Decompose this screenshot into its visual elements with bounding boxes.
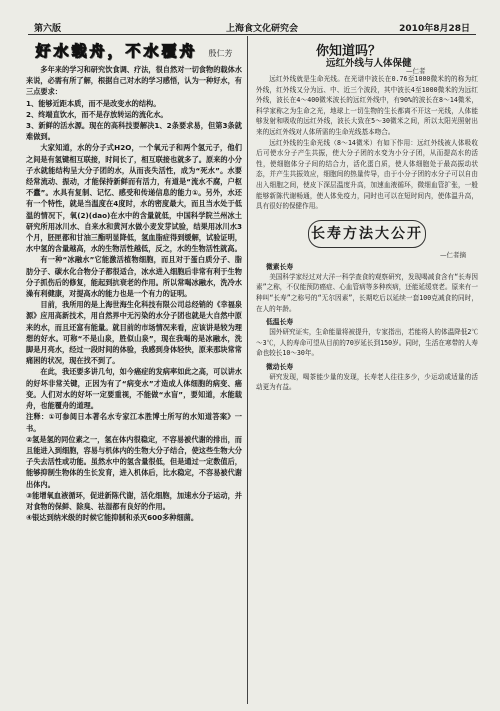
left-article-header bbox=[26, 40, 242, 62]
section-body bbox=[256, 272, 478, 314]
issue-date: 2010年8月28日 bbox=[399, 24, 470, 34]
right-article-1-subtitle: 远红外线与人体保健 bbox=[326, 58, 412, 69]
left-article bbox=[26, 40, 242, 705]
right-article-2-author: —仁者摘 bbox=[440, 250, 466, 259]
organization-name: 上海食文化研究会 bbox=[226, 24, 299, 34]
footnote: ③能增氧血液循环，促进新陈代谢，活化细胞，加速水分子运动，并对食物的保鲜、除臭、祛湿都有良好的作用。 bbox=[26, 490, 242, 511]
page-header bbox=[28, 20, 476, 35]
paragraph: 在此，我还要多讲几句，如今癌症的发病率如此之高，可以讲水的好坏非常关键，正因为有了“病变水”才造成人体细胞的病变、癌变。人们对水的好坏一定要重视，不能做“水盲”，要知道，水能载舟，也能覆舟的道理。 bbox=[26, 367, 242, 411]
right-article-1-author: —仁者 bbox=[406, 67, 426, 75]
section-heading: 微素长寿 bbox=[266, 262, 294, 271]
footnote: ④银达到纳米级的时候它能抑制和杀灭600多种细菌。 bbox=[26, 513, 199, 523]
section-body bbox=[256, 327, 478, 359]
section-heading: 微动长寿 bbox=[266, 362, 294, 371]
edition-label: 第六版 bbox=[34, 24, 62, 34]
paragraph: 远红外线就是生命光线。在光谱中波长在0.76至1000微米的的称为红外线，红外线又分为远、中、近三个波段，其中波长4至1000微米的为远红外线，波长在4～400微米波长的远红外线中，有90%的波长在8～14微米，科学家称之为生命之光，地球上一切生物的生长都离不开这一光线，人体能够发射和吸收的远红外线，波长大致在5～30微米之间，所以太阳光照射出来的远红外线对人体所需的生命光线基本吻合。 bbox=[256, 75, 478, 136]
column-divider bbox=[247, 36, 248, 704]
paragraph: 有一种“冰融水”它能激活植物细胞，而且对于蛋白质分子、脂肪分子、碳水化合物分子都很适合，冰水进入细胞后非常有利于生物分子抓伤后的修复，能起到抗衰老的作用。所以常喝冰融水，洗冷水澡有利健康，对提高水的能力也是一个有力的证明。 bbox=[26, 255, 242, 299]
paragraph: 3、新鲜的活水源。现在的高科技要解决1、2条要求易，但第3条就难做到。 bbox=[26, 121, 242, 142]
left-article-title: 好水载舟，不水覆舟 bbox=[35, 42, 198, 60]
paragraph: 多年来的学习和研究饮食调、疗法，很自然对一切食物的载体水来说，必需有所了解，根据自己对水的学习感悟，认为一种好水，有三点要求： bbox=[26, 65, 242, 97]
paragraph: 1、能够近距本质，而不是改变水的结构。 bbox=[26, 98, 161, 108]
right-article-1-title: 你知道吗？ bbox=[316, 44, 382, 59]
left-article-body bbox=[26, 64, 242, 523]
paragraph: 大家知道，水的分子式H2O，一个氧元子和两个氢元子，他们之间是有氢键相互联接，时间长了，相互联接也就多了。原来的小分子水就能结构呈大分子团的水，从而丧失活性，成为“死水”。水要经常流动、振动，才能保持新鲜而有活力，有道是“流水不腐，户枢不蠹”。水具有复制、记忆、感受和传递信息的能力①。另外，水还有一个特性，就是当温度在4度时，水的密度最大，而且当水处于低温的情况下，氧(2)(dao)在水中的含量就低，中国科学院兰州冰土研究所用冰川水、自来水和黄河水做小麦发芽试验，结果用冰川水3个月，胚匣都和甘油三酯明显降低，氢血脂症得到缓解，试验证明，水中氢的含量越高，水的生物活性越低，反之，水的生物活性就高。 bbox=[26, 143, 242, 254]
right-article-2-banner: 长寿方法大公开 bbox=[308, 220, 426, 248]
footnote: 注释：①可参阅日本著名水专家江本胜博士所写的水知道答案》一书。 bbox=[26, 412, 242, 433]
section-heading: 低温长寿 bbox=[266, 318, 294, 327]
paragraph: 远红外线的生命光线（8～14微米）有如下作用：远红外线被人体吸收后可使水分子产生共振，使大分子团的水变为小分子团，从而提高水的活性，使细胞体分子间的结合力，活化蛋白质，使人体细胞处于最高振动状态，并产生共振效应，细胞间的热量传导，由于小分子团的水分子可以自由出入细胞之间，使皮下深层温度升高，加速血液循环，微细血管扩张，一般能够新陈代谢畅通，使人体免疫力，同时也可以在短时间内，使体温升高，具有很好的保健作用。 bbox=[256, 138, 478, 211]
paragraph: 2、终端直饮水，而不是存放转运的流化水。 bbox=[26, 109, 168, 119]
left-article-author: 殷仁芳 bbox=[208, 49, 233, 58]
right-article-1-body bbox=[256, 74, 478, 212]
paragraph: 目前，我所用的是上海世海生化科技有限公司总经销的《幸福泉源》应用高新技术，用自然界中无污染的水分子团也就是大自然中原来的水，而且还富有能量。就目前的市场情况来看，应该讲是较为理想的好水。可称“不是山泉，胜似山泉”，现在我喝的是冰融水，洗脚是月亮水，经过一段时间的体验，我感到身体轻快，原来那块常常痛困的状况，现在找不到了。 bbox=[26, 300, 242, 366]
paragraph: 研究发现，喝茶能少量的发现，长寿老人往往多少，少运动或适量的活动更为有益。 bbox=[256, 372, 478, 392]
section-body bbox=[256, 372, 478, 393]
footnote: ②氢是氢的同位素之一，氢在体内很稳定，不容易被代谢的排出，而且能进入到细胞，容易与机体内的生物大分子结合，使这些生物大分子失去活性或功能。虽然水中的氢含量很低，但是通过一定数值后，能够抑制生物体的生长发育，进入机体后，比水稳定，不容易被代谢出体内。 bbox=[26, 434, 242, 489]
right-column bbox=[256, 40, 478, 705]
paragraph: 美国科学家经过对大洋一科学查食的观察研究，发现喝减食含有“长寿因素”之称，不仅能预防癌症、心血管病等多种疾病，还能延缓衰老。原来有一种叫“长寿”之称号的“无尔因素”，长期吃后以延续一套100克减食的同时，在人的年龄。 bbox=[256, 272, 478, 313]
paragraph: 国外研究证实，生命能量将被提升，专家指出，若能将人的体温降低2℃～3℃，人的寿命可望从目前的70岁延长到150岁。同时，生活在寒带的人寿命也较长10～30年。 bbox=[256, 328, 478, 358]
right-article-1-header bbox=[256, 40, 478, 74]
